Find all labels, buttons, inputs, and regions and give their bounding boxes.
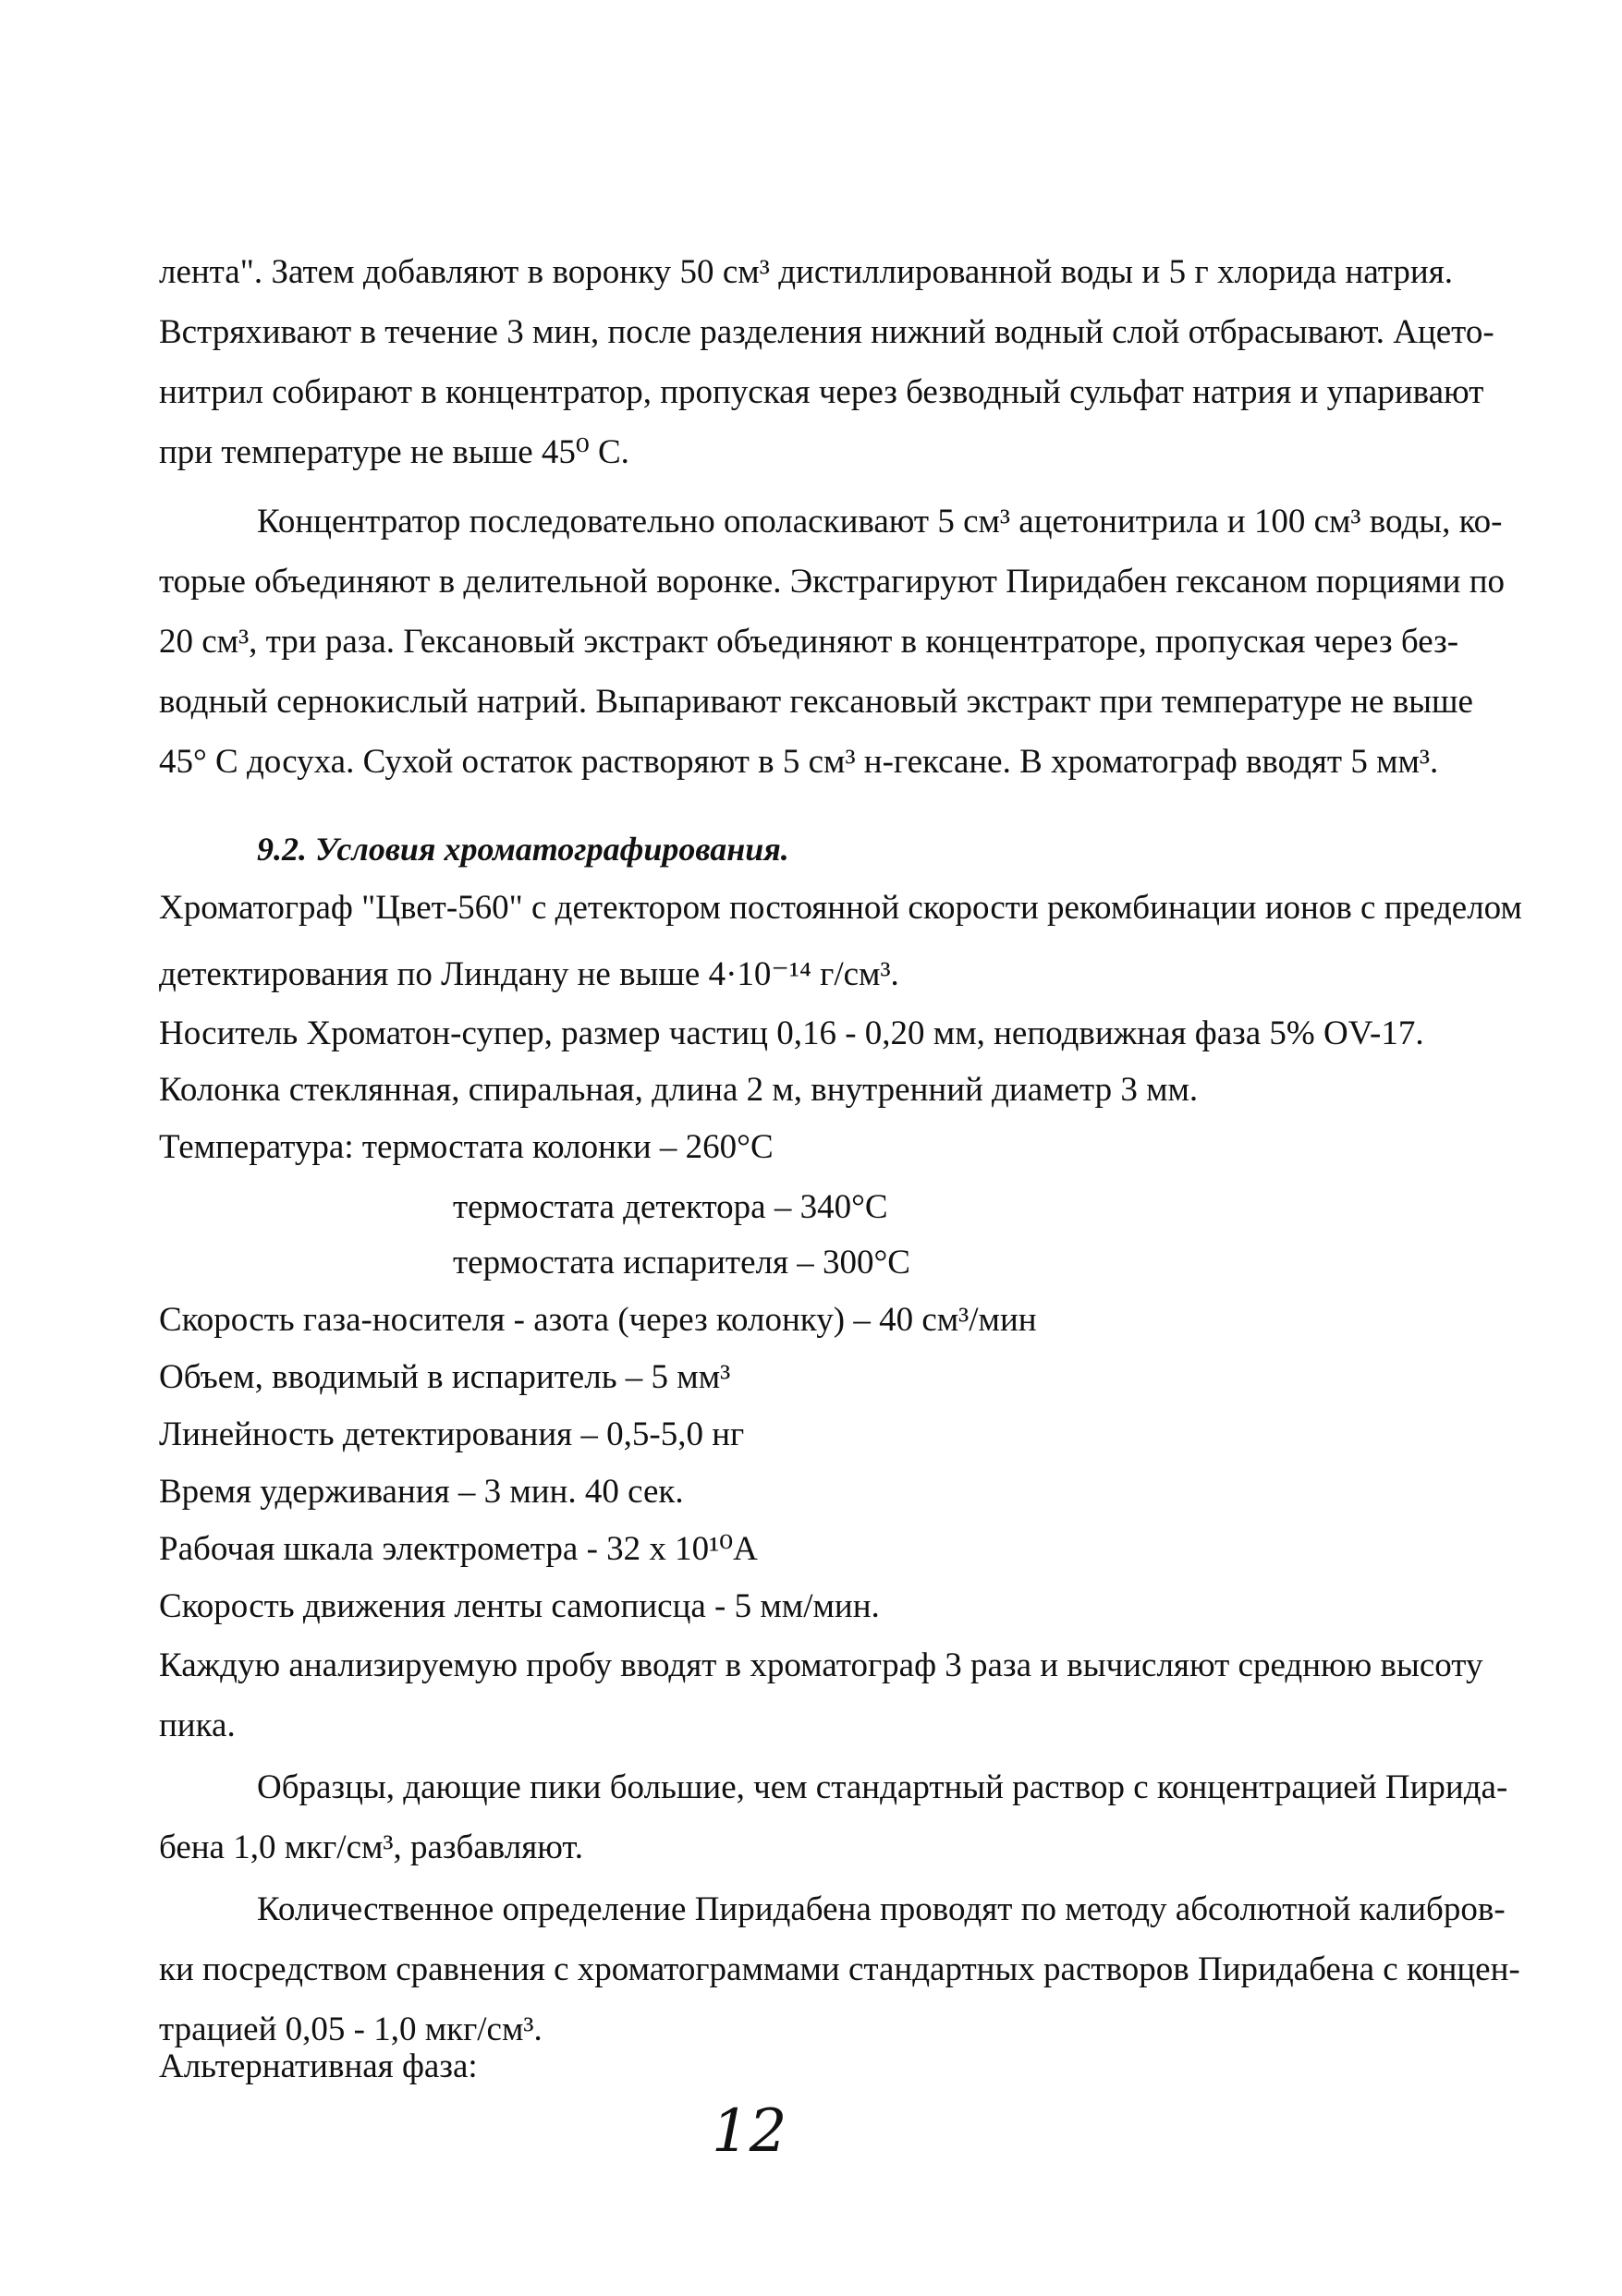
condition-gas-speed: Скорость газа-носителя - азота (через колонку) – 40 см³/мин [159, 1301, 1037, 1339]
text-line: Образцы, дающие пики большие, чем стандартный раствор с концентрацией Пирида- [257, 1768, 1508, 1806]
text-line: торые объединяют в делительной воронке. Экстрагируют Пиридабен гексаном порциями по [159, 563, 1506, 601]
condition-column: Колонка стеклянная, спиральная, длина 2 м, внутренний диаметр 3 мм. [159, 1071, 1199, 1109]
text-line: нитрил собирают в концентратор, пропуская через безводный сульфат натрия и упаривают [159, 373, 1484, 411]
condition-carrier: Носитель Хроматон-супер, размер частиц 0,16 - 0,20 мм, неподвижная фаза 5% OV-17. [159, 1014, 1424, 1052]
paragraph-4 [159, 1757, 1508, 1877]
text-line: лента". Затем добавляют в воронку 50 см³ дистиллированной воды и 5 г хлорида натрия. [159, 253, 1453, 291]
condition-volume: Объем, вводимый в испаритель – 5 мм³ [159, 1358, 731, 1396]
paragraph-5 [159, 1879, 1520, 2059]
text-line: водный сернокислый натрий. Выпаривают гексановый экстракт при температуре не выше [159, 683, 1473, 721]
text-line: Каждую анализируемую пробу вводят в хроматограф 3 раза и вычисляют среднюю высоту [159, 1646, 1483, 1684]
condition-temp-evaporator: термостата испарителя – 300°С [453, 1244, 910, 1282]
text-line: бена 1,0 мкг/см³, разбавляют. [159, 1828, 584, 1866]
condition-temp-detector: термостата детектора – 340°С [453, 1188, 888, 1226]
text-line: пика. [159, 1707, 236, 1744]
text-line: Встряхивают в течение 3 мин, после разделения нижний водный слой отбрасывают. Ацето- [159, 313, 1494, 351]
text-line: Концентратор последовательно ополаскивают 5 см³ ацетонитрила и 100 см³ воды, ко- [257, 503, 1503, 541]
condition-temp-column: Температура: термостата колонки – 260°С [159, 1128, 774, 1166]
condition-tape-speed: Скорость движения ленты самописца - 5 мм/мин. [159, 1587, 880, 1625]
paragraph-2 [159, 492, 1506, 792]
text-line: 45° С досуха. Сухой остаток растворяют в 5 см³ н-гексане. В хроматограф вводят 5 мм³. [159, 743, 1439, 781]
condition-linearity: Линейность детектирования – 0,5-5,0 нг [159, 1415, 745, 1453]
condition-scale: Рабочая шкала электрометра - 32 х 10¹⁰А [159, 1530, 758, 1568]
text-line: ки посредством сравнения с хроматограммами стандартных растворов Пиридабена с концен- [159, 1950, 1520, 1988]
condition-chromatograph: Хроматограф "Цвет-560" с детектором постоянной скорости рекомбинации ионов с пределом [159, 889, 1522, 927]
paragraph-1 [159, 242, 1494, 482]
page-number: 12 [712, 2097, 787, 2166]
paragraph-3 [159, 1635, 1483, 1755]
condition-retention: Время удерживания – 3 мин. 40 сек. [159, 1473, 684, 1511]
alternative-phase-label: Альтернативная фаза: [159, 2047, 478, 2085]
text-line: 20 см³, три раза. Гексановый экстракт объединяют в концентраторе, пропуская через без- [159, 623, 1459, 661]
text-line: трацией 0,05 - 1,0 мкг/см³. [159, 2011, 543, 2048]
section-heading: 9.2. Условия хроматографирования. [257, 831, 789, 868]
text-line: при температуре не выше 45⁰ С. [159, 433, 629, 471]
condition-detection-limit: детектирования по Линдану не выше 4·10⁻¹⁴ г/см³. [159, 955, 899, 993]
text-line: Количественное определение Пиридабена проводят по методу абсолютной калибров- [257, 1890, 1506, 1928]
